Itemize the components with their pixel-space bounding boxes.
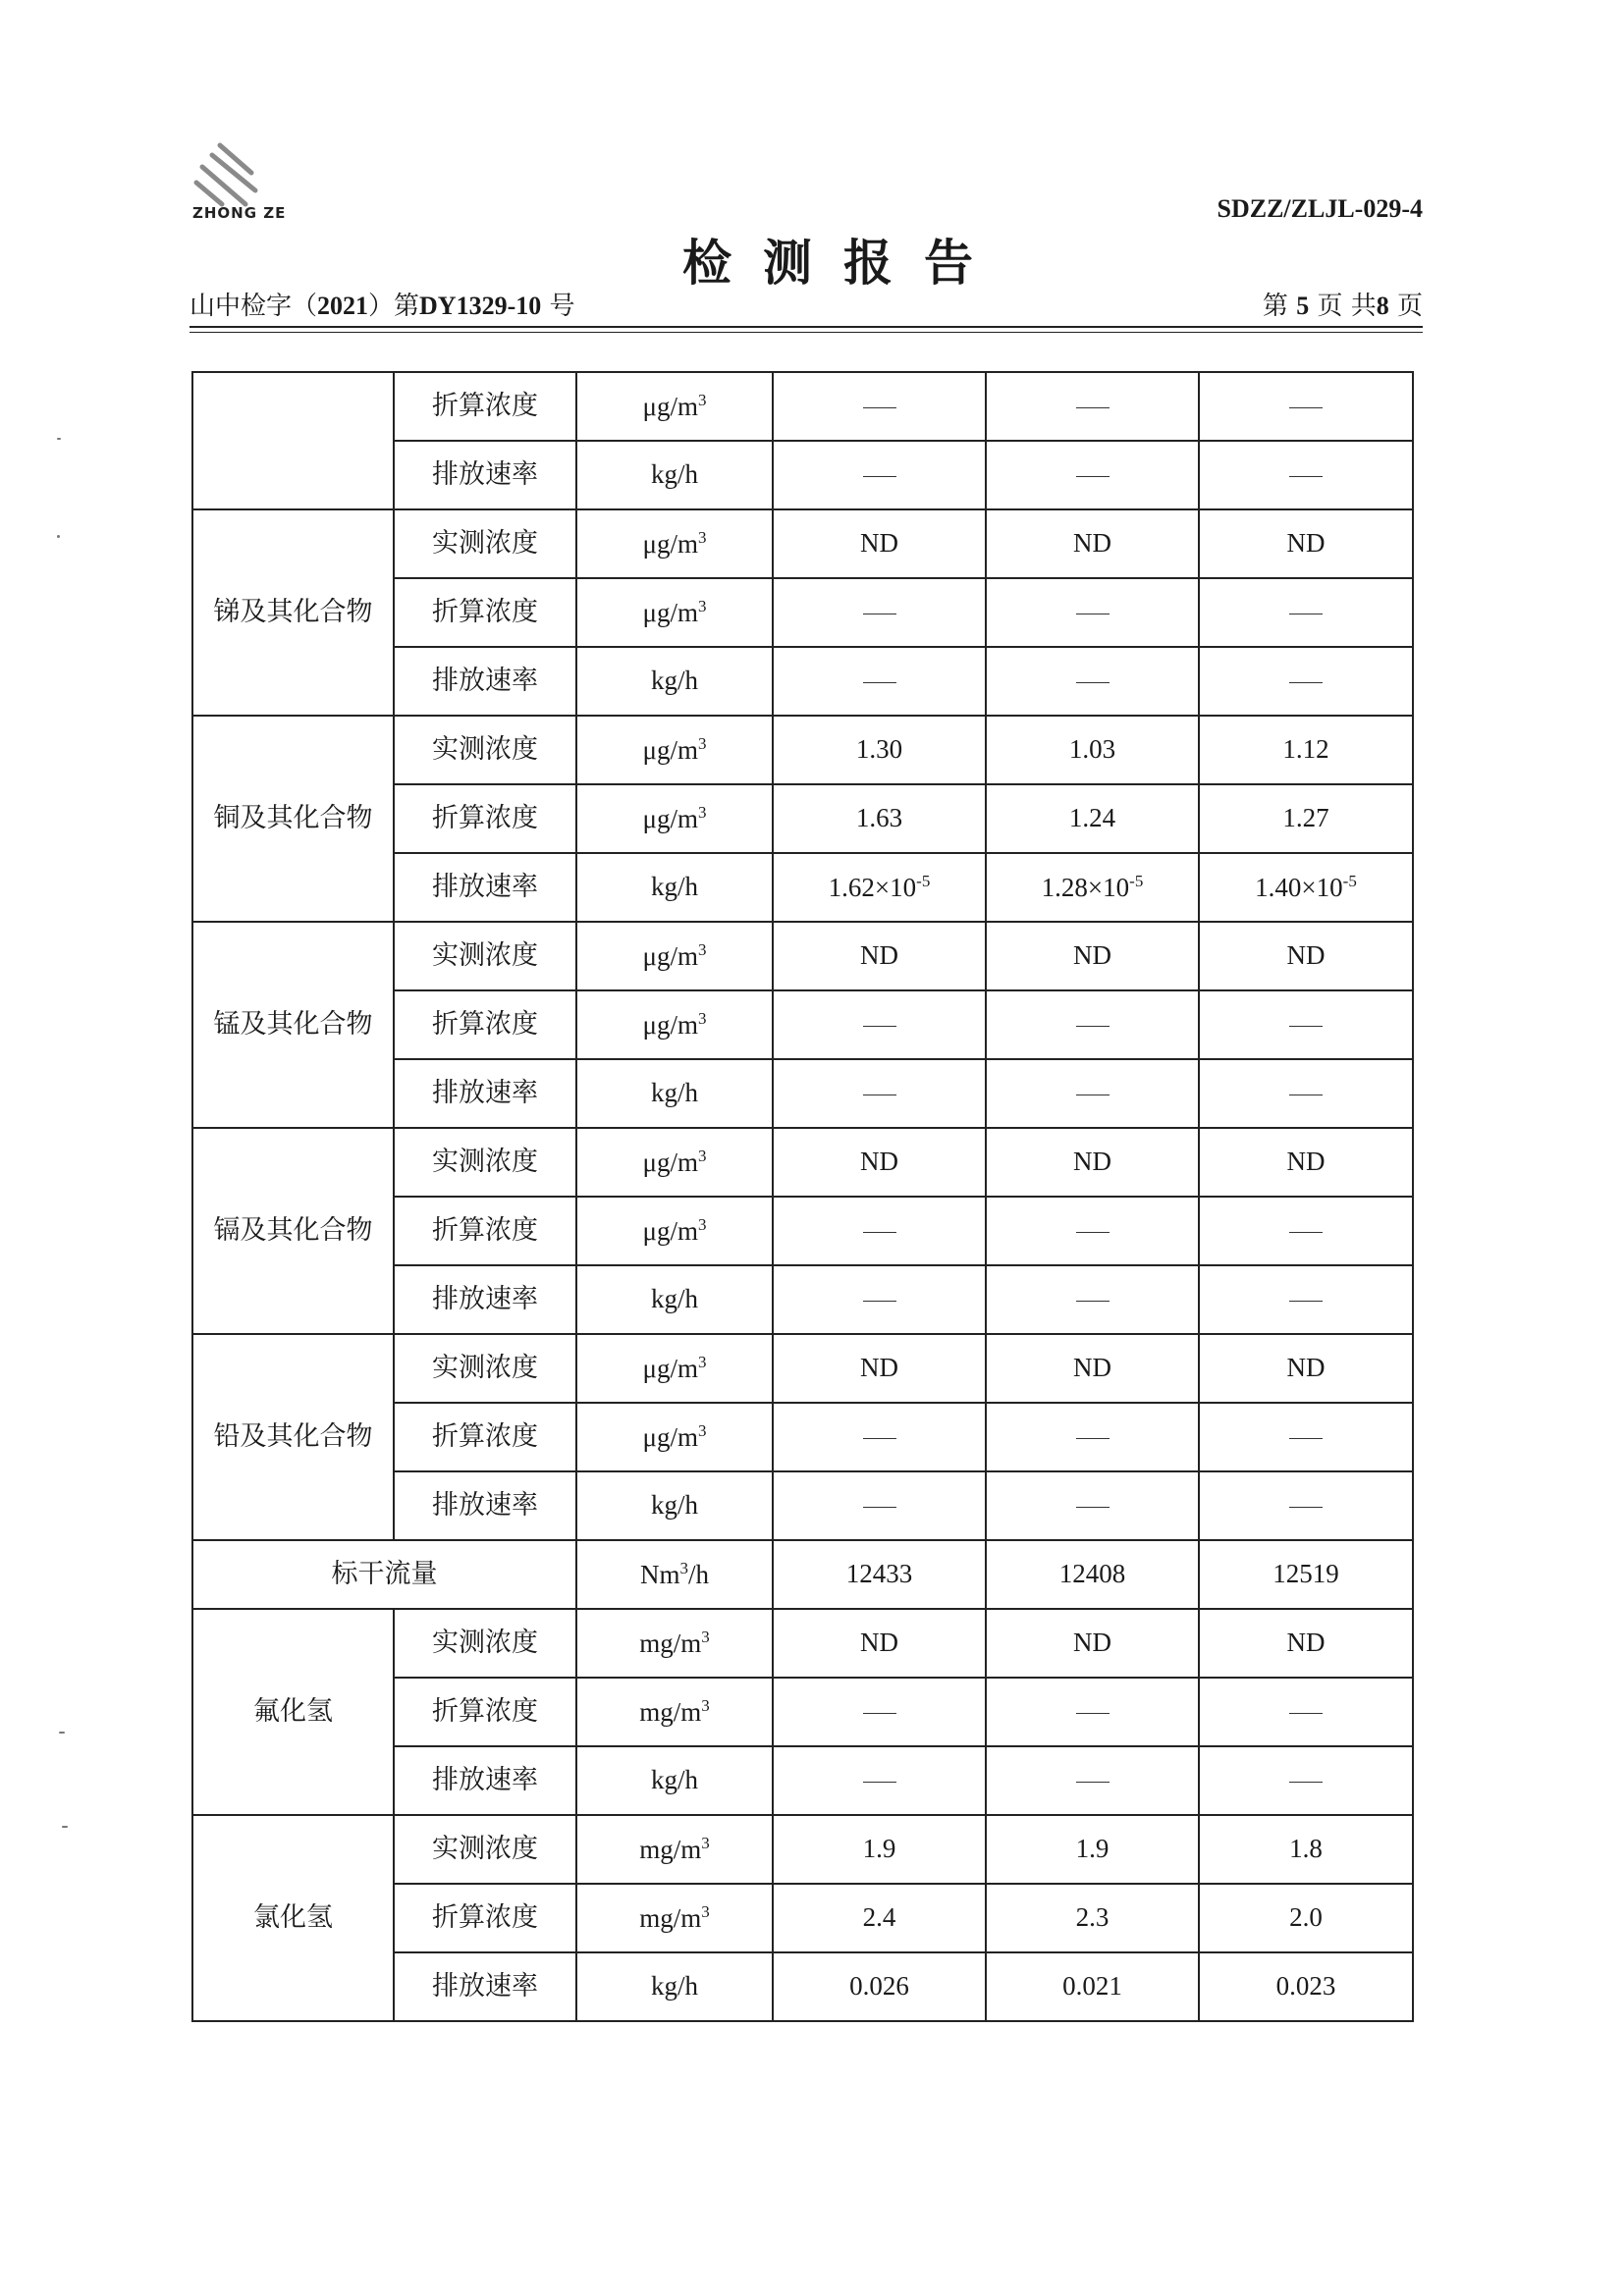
unit-cell (576, 647, 773, 716)
no-value-dash (1076, 1507, 1110, 1508)
value-text: 1.12 (1282, 734, 1329, 765)
no-value-dash (863, 1232, 896, 1233)
results-table (191, 371, 1414, 2022)
metric-cell-text: 排放速率 (432, 459, 538, 491)
value-cell (986, 1403, 1199, 1471)
unit-cell (576, 1952, 773, 2021)
no-value-dash (1076, 1232, 1110, 1233)
group-cell (192, 716, 394, 922)
metric-cell (394, 1678, 576, 1746)
unit-cell (576, 784, 773, 853)
value-cell (986, 1884, 1199, 1952)
value-text: ND (1073, 1628, 1111, 1658)
value-cell (986, 1746, 1199, 1815)
value-cell (773, 1128, 986, 1197)
value-cell (1199, 1471, 1413, 1540)
value-cell (773, 441, 986, 509)
group-cell (192, 372, 394, 509)
group-cell-text: 铜及其化合物 (213, 803, 373, 834)
value-cell (986, 1471, 1199, 1540)
unit-exponent: 3 (701, 1627, 710, 1646)
value-cell (1199, 1197, 1413, 1265)
value-cell (1199, 647, 1413, 716)
value-cell (1199, 716, 1413, 784)
unit-cell (576, 1197, 773, 1265)
metric-cell-text: 折算浓度 (432, 1009, 538, 1041)
no-value-dash (863, 407, 896, 408)
no-value-dash (863, 476, 896, 477)
no-value-dash (863, 1026, 896, 1027)
value-cell (986, 716, 1199, 784)
metric-cell-text: 折算浓度 (432, 597, 538, 628)
group-cell-text: 铅及其化合物 (213, 1421, 373, 1453)
metric-cell (394, 372, 576, 441)
unit-cell (576, 1609, 773, 1678)
value-text: 1.27 (1282, 803, 1329, 833)
value-cell (986, 1952, 1199, 2021)
table-row (192, 1128, 1413, 1197)
metric-cell-text: 折算浓度 (432, 803, 538, 834)
value-cell (773, 1059, 986, 1128)
report-id: DY1329-10 (419, 292, 542, 320)
unit-exponent: 3 (679, 1558, 688, 1577)
value-text: ND (860, 1353, 898, 1383)
unit-cell (576, 853, 773, 922)
value-text: 1.63 (855, 803, 903, 833)
table-row (192, 372, 1413, 441)
scan-speck (57, 535, 60, 538)
metric-cell (394, 647, 576, 716)
table-row (192, 509, 1413, 578)
no-value-dash (863, 1782, 896, 1783)
no-value-dash (1076, 1026, 1110, 1027)
value-cell (773, 1746, 986, 1815)
unit-text: μg/m (642, 940, 698, 971)
unit-exponent: 3 (697, 390, 707, 409)
value-text: 12408 (1058, 1559, 1126, 1589)
value-cell (773, 922, 986, 990)
unit-text: kg/h (650, 872, 698, 902)
value-cell (773, 647, 986, 716)
metric-cell-text: 折算浓度 (432, 1902, 538, 1934)
table-row (192, 1609, 1413, 1678)
merged-label-cell (192, 1540, 576, 1609)
value-text: ND (1073, 1147, 1111, 1177)
unit-text: μg/m (642, 1421, 698, 1452)
no-value-dash (1289, 1713, 1323, 1714)
no-value-dash (863, 682, 896, 683)
value-text: ND (1286, 1628, 1326, 1658)
metric-cell (394, 1471, 576, 1540)
unit-tail: /h (687, 1559, 709, 1589)
metric-cell (394, 1609, 576, 1678)
logo-text: ZHONG ZE (192, 204, 287, 222)
value-cell (1199, 1815, 1413, 1884)
unit-cell (576, 1471, 773, 1540)
unit-cell (576, 441, 773, 509)
metric-cell (394, 784, 576, 853)
no-value-dash (1289, 1301, 1323, 1302)
metric-cell-text: 排放速率 (432, 872, 538, 903)
unit-exponent: 3 (697, 527, 707, 547)
metric-cell (394, 578, 576, 647)
value-cell (986, 1815, 1199, 1884)
value-cell (773, 1540, 986, 1609)
value-cell (986, 784, 1199, 853)
value-text: 1.30 (855, 734, 903, 765)
unit-text: μg/m (642, 734, 698, 765)
value-text: 2.4 (862, 1902, 896, 1933)
value-cell (1199, 1952, 1413, 2021)
metric-cell-text: 折算浓度 (432, 1215, 538, 1247)
value-text: ND (1073, 940, 1111, 971)
value-cell (986, 1334, 1199, 1403)
value-text: 0.026 (849, 1971, 909, 2002)
value-cell (1199, 1334, 1413, 1403)
metric-cell (394, 1952, 576, 2021)
group-cell-text: 氟化氢 (253, 1696, 333, 1728)
no-value-dash (1076, 407, 1110, 408)
value-text: ND (1286, 528, 1326, 559)
value-cell (773, 716, 986, 784)
no-value-dash (1076, 1782, 1110, 1783)
group-cell (192, 1609, 394, 1815)
value-cell (773, 1609, 986, 1678)
value-cell (1199, 1540, 1413, 1609)
page-title: 检测报告 (682, 234, 1004, 292)
table-row (192, 716, 1413, 784)
no-value-dash (863, 1438, 896, 1439)
metric-cell (394, 1746, 576, 1815)
unit-cell (576, 509, 773, 578)
table-row (192, 922, 1413, 990)
no-value-dash (1289, 682, 1323, 683)
value-cell (1199, 1746, 1413, 1815)
value-cell (773, 372, 986, 441)
value-cell (986, 1197, 1199, 1265)
no-value-dash (1289, 1438, 1323, 1439)
no-value-dash (1289, 1507, 1323, 1508)
value-cell (986, 372, 1199, 441)
value-cell (773, 1197, 986, 1265)
group-cell (192, 922, 394, 1128)
metric-cell (394, 990, 576, 1059)
page-indicator: 第 5 页 共8 页 (1262, 292, 1423, 321)
table-row (192, 1334, 1413, 1403)
group-cell (192, 1334, 394, 1540)
group-cell-text: 锰及其化合物 (213, 1009, 373, 1041)
value-cell (1199, 1059, 1413, 1128)
value-cell (773, 784, 986, 853)
unit-cell (576, 1265, 773, 1334)
unit-exponent: 3 (697, 733, 707, 753)
unit-text: μg/m (642, 1215, 698, 1246)
value-cell (1199, 1403, 1413, 1471)
unit-cell (576, 1884, 773, 1952)
unit-exponent: 3 (697, 1214, 707, 1234)
value-cell (986, 1128, 1199, 1197)
value-cell (986, 853, 1199, 922)
group-cell (192, 509, 394, 716)
unit-cell (576, 922, 773, 990)
results-table-body (192, 372, 1413, 2021)
metric-cell-text: 实测浓度 (432, 528, 538, 560)
value-text: 1.9 (862, 1834, 896, 1864)
value-cell (986, 922, 1199, 990)
header-divider (189, 332, 1423, 333)
value-text: ND (1286, 1353, 1326, 1383)
unit-text: μg/m (642, 391, 698, 421)
no-value-dash (863, 1507, 896, 1508)
unit-text: mg/m (639, 1902, 702, 1933)
unit-text: mg/m (639, 1696, 702, 1727)
metric-cell (394, 1884, 576, 1952)
value-cell (773, 1952, 986, 2021)
unit-text: kg/h (650, 1490, 698, 1521)
value-cell (986, 1678, 1199, 1746)
value-cell (1199, 372, 1413, 441)
table-row (192, 1540, 1413, 1609)
value-cell (1199, 1609, 1413, 1678)
no-value-dash (863, 1713, 896, 1714)
report-number: 山中检字（2021）第DY1329-10 号 (189, 292, 575, 321)
no-value-dash (1289, 1026, 1323, 1027)
value-cell (773, 1678, 986, 1746)
unit-text: kg/h (650, 1765, 698, 1795)
metric-cell-text: 排放速率 (432, 1284, 538, 1315)
table-row (192, 1815, 1413, 1884)
unit-text: kg/h (650, 666, 698, 696)
value-text: ND (1073, 1353, 1111, 1383)
unit-exponent: 3 (697, 802, 707, 822)
unit-exponent: 3 (697, 1420, 707, 1440)
metric-cell-text: 实测浓度 (432, 1834, 538, 1865)
value-text: 1.8 (1289, 1834, 1323, 1864)
no-value-dash (1289, 407, 1323, 408)
value-cell (773, 509, 986, 578)
value-text: 2.0 (1289, 1902, 1323, 1933)
no-value-dash (1076, 476, 1110, 477)
unit-exponent: 3 (697, 1008, 707, 1028)
value-cell (1199, 853, 1413, 922)
metric-cell-text: 排放速率 (432, 1078, 538, 1109)
value-cell (986, 441, 1199, 509)
value-exponent: -5 (1129, 871, 1144, 890)
value-cell (1199, 990, 1413, 1059)
unit-cell (576, 716, 773, 784)
metric-cell (394, 1059, 576, 1128)
metric-cell (394, 1815, 576, 1884)
value-text: ND (860, 528, 898, 559)
value-cell (1199, 441, 1413, 509)
metric-cell-text: 折算浓度 (432, 391, 538, 422)
scan-speck (59, 1732, 65, 1734)
unit-cell (576, 990, 773, 1059)
unit-text: mg/m (639, 1834, 702, 1864)
unit-cell (576, 1815, 773, 1884)
metric-cell (394, 1197, 576, 1265)
value-cell (1199, 784, 1413, 853)
value-cell (773, 1815, 986, 1884)
value-text: 12519 (1272, 1559, 1339, 1589)
metric-cell-text: 实测浓度 (432, 1353, 538, 1384)
unit-cell (576, 578, 773, 647)
unit-exponent: 3 (697, 1146, 707, 1165)
unit-text: kg/h (650, 1078, 698, 1108)
unit-exponent: 3 (701, 1833, 710, 1852)
metric-cell (394, 922, 576, 990)
no-value-dash (863, 1301, 896, 1302)
metric-cell (394, 1128, 576, 1197)
value-cell (773, 990, 986, 1059)
value-cell (773, 578, 986, 647)
value-cell (1199, 922, 1413, 990)
value-cell (986, 509, 1199, 578)
unit-text: kg/h (650, 1971, 698, 2002)
no-value-dash (1289, 476, 1323, 477)
metric-cell (394, 1334, 576, 1403)
group-cell (192, 1815, 394, 2021)
value-text: ND (1286, 1147, 1326, 1177)
value-cell (773, 1265, 986, 1334)
value-cell (1199, 578, 1413, 647)
value-text: 1.28×10 (1041, 872, 1130, 902)
unit-text: kg/h (650, 459, 698, 490)
no-value-dash (1076, 1301, 1110, 1302)
metric-cell (394, 1403, 576, 1471)
value-text: ND (860, 940, 898, 971)
value-cell (1199, 1678, 1413, 1746)
merged-label-cell-text: 标干流量 (331, 1559, 438, 1590)
group-cell-text: 氯化氢 (253, 1902, 333, 1934)
value-text: 1.62×10 (828, 872, 917, 902)
value-exponent: -5 (916, 871, 931, 890)
no-value-dash (1076, 682, 1110, 683)
metric-cell-text: 实测浓度 (432, 1628, 538, 1659)
scan-speck (57, 438, 61, 440)
value-text: ND (1073, 528, 1111, 559)
unit-cell (576, 1403, 773, 1471)
metric-cell (394, 716, 576, 784)
value-cell (986, 578, 1199, 647)
value-text: ND (860, 1628, 898, 1658)
unit-exponent: 3 (697, 596, 707, 615)
metric-cell-text: 排放速率 (432, 1490, 538, 1522)
no-value-dash (1076, 1713, 1110, 1714)
unit-text: μg/m (642, 528, 698, 559)
value-text: 0.023 (1275, 1971, 1336, 2002)
value-cell (773, 1884, 986, 1952)
value-cell (773, 1403, 986, 1471)
unit-cell (576, 1540, 773, 1609)
metric-cell-text: 实测浓度 (432, 1147, 538, 1178)
unit-cell (576, 372, 773, 441)
value-cell (1199, 509, 1413, 578)
value-text: 0.021 (1062, 1971, 1122, 2002)
unit-text: μg/m (642, 1147, 698, 1177)
value-text: 1.03 (1068, 734, 1116, 765)
value-cell (773, 1334, 986, 1403)
value-cell (773, 853, 986, 922)
unit-cell (576, 1746, 773, 1815)
metric-cell (394, 853, 576, 922)
value-text: ND (860, 1147, 898, 1177)
value-cell (1199, 1128, 1413, 1197)
metric-cell-text: 排放速率 (432, 666, 538, 697)
value-text: 1.9 (1075, 1834, 1110, 1864)
unit-exponent: 3 (701, 1901, 710, 1921)
document-code: SDZZ/ZLJL-029-4 (1217, 194, 1423, 223)
unit-exponent: 3 (697, 1352, 707, 1371)
metric-cell-text: 折算浓度 (432, 1696, 538, 1728)
scan-speck (62, 1826, 68, 1828)
value-cell (986, 1609, 1199, 1678)
unit-cell (576, 1678, 773, 1746)
unit-exponent: 3 (701, 1695, 710, 1715)
unit-text: Nm (639, 1559, 680, 1589)
value-cell (1199, 1265, 1413, 1334)
value-cell (986, 1059, 1199, 1128)
value-cell (986, 647, 1199, 716)
value-text: 1.40×10 (1255, 872, 1343, 902)
metric-cell-text: 实测浓度 (432, 940, 538, 972)
unit-text: μg/m (642, 1353, 698, 1383)
value-cell (1199, 1884, 1413, 1952)
unit-text: μg/m (642, 1009, 698, 1040)
metric-cell (394, 1265, 576, 1334)
value-cell (986, 1540, 1199, 1609)
value-cell (986, 1265, 1199, 1334)
value-text: 2.3 (1075, 1902, 1110, 1933)
value-text: 12433 (845, 1559, 913, 1589)
unit-text: μg/m (642, 597, 698, 627)
unit-cell (576, 1128, 773, 1197)
value-text: 1.24 (1068, 803, 1116, 833)
group-cell-text: 锑及其化合物 (213, 597, 373, 628)
unit-exponent: 3 (697, 939, 707, 959)
value-cell (773, 1471, 986, 1540)
metric-cell-text: 实测浓度 (432, 734, 538, 766)
metric-cell (394, 441, 576, 509)
metric-cell (394, 509, 576, 578)
group-cell-text: 镉及其化合物 (213, 1215, 373, 1247)
value-cell (986, 990, 1199, 1059)
no-value-dash (1289, 1782, 1323, 1783)
group-cell (192, 1128, 394, 1334)
unit-text: μg/m (642, 803, 698, 833)
value-text: ND (1286, 940, 1326, 971)
metric-cell-text: 折算浓度 (432, 1421, 538, 1453)
no-value-dash (1076, 1438, 1110, 1439)
value-exponent: -5 (1342, 871, 1357, 890)
report-header-row (189, 291, 1423, 328)
unit-text: kg/h (650, 1284, 698, 1314)
no-value-dash (1289, 1232, 1323, 1233)
unit-text: mg/m (639, 1628, 702, 1658)
metric-cell-text: 排放速率 (432, 1765, 538, 1796)
unit-cell (576, 1334, 773, 1403)
metric-cell-text: 排放速率 (432, 1971, 538, 2002)
unit-cell (576, 1059, 773, 1128)
